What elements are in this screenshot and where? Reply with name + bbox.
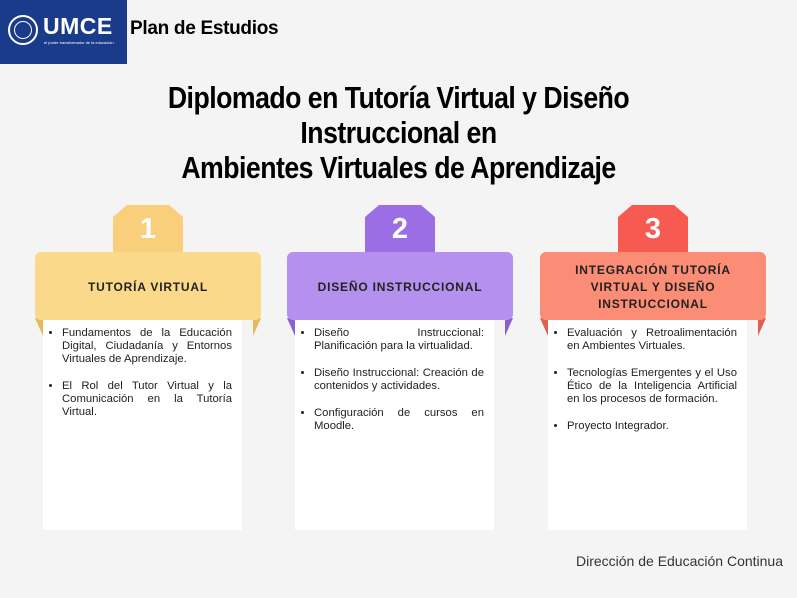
footer-text: Dirección de Educación Continua	[575, 553, 783, 569]
module-card	[43, 320, 242, 530]
module-topic: • Proyecto Integrador.	[567, 420, 737, 433]
module-header	[287, 252, 513, 322]
seal-icon	[8, 15, 38, 45]
title-line-2: Ambientes Virtuales de Aprendizaje	[181, 150, 616, 185]
module-number: 3	[644, 213, 662, 245]
module-heading: INTEGRACIÓN TUTORÍA VIRTUAL Y DISEÑO INSTRUCCIONAL	[575, 262, 731, 311]
module-heading: TUTORÍA VIRTUAL	[88, 279, 208, 294]
title-line-1: Diplomado en Tutoría Virtual y Diseño Instruccional en	[167, 80, 630, 150]
page-title	[90, 80, 707, 185]
module-topic: • Diseño Instruccional: Creación de contenidos y actividades.	[314, 367, 484, 393]
module-card	[548, 320, 747, 530]
module-topic-list	[552, 327, 737, 433]
module-topic: • El Rol del Tutor Virtual y la Comunicación en la Tutoría Virtual.	[62, 380, 232, 419]
module-header	[35, 252, 261, 322]
module-column-1	[35, 205, 261, 535]
module-header	[540, 252, 766, 322]
module-topic: • Diseño Instruccional: Planificación para la virtualidad.	[314, 327, 484, 353]
module-topic-list	[47, 327, 232, 419]
module-topic: • Evaluación y Retroalimentación en Ambientes Virtuales.	[567, 327, 737, 353]
module-column-3	[540, 205, 766, 535]
module-number: 1	[139, 213, 157, 245]
module-topic: • Fundamentos de la Educación Digital, Ciudadanía y Entornos Virtuales de Aprendizaje.	[62, 327, 232, 366]
logo-tagline: el poder transformador de la educación	[44, 40, 114, 45]
module-topic: • Tecnologías Emergentes y el Uso Ético de la Inteligencia Artificial en los procesos de formación.	[567, 367, 737, 406]
module-number: 2	[391, 213, 409, 245]
umce-logo	[0, 0, 127, 64]
module-column-2	[287, 205, 513, 535]
module-heading: DISEÑO INSTRUCCIONAL	[317, 279, 483, 294]
module-card	[295, 320, 494, 530]
module-topic-list	[299, 327, 484, 433]
logo-name: UMCE	[43, 13, 113, 39]
module-topic: • Configuración de cursos en Moodle.	[314, 407, 484, 433]
plan-title: Plan de Estudios	[130, 18, 279, 39]
